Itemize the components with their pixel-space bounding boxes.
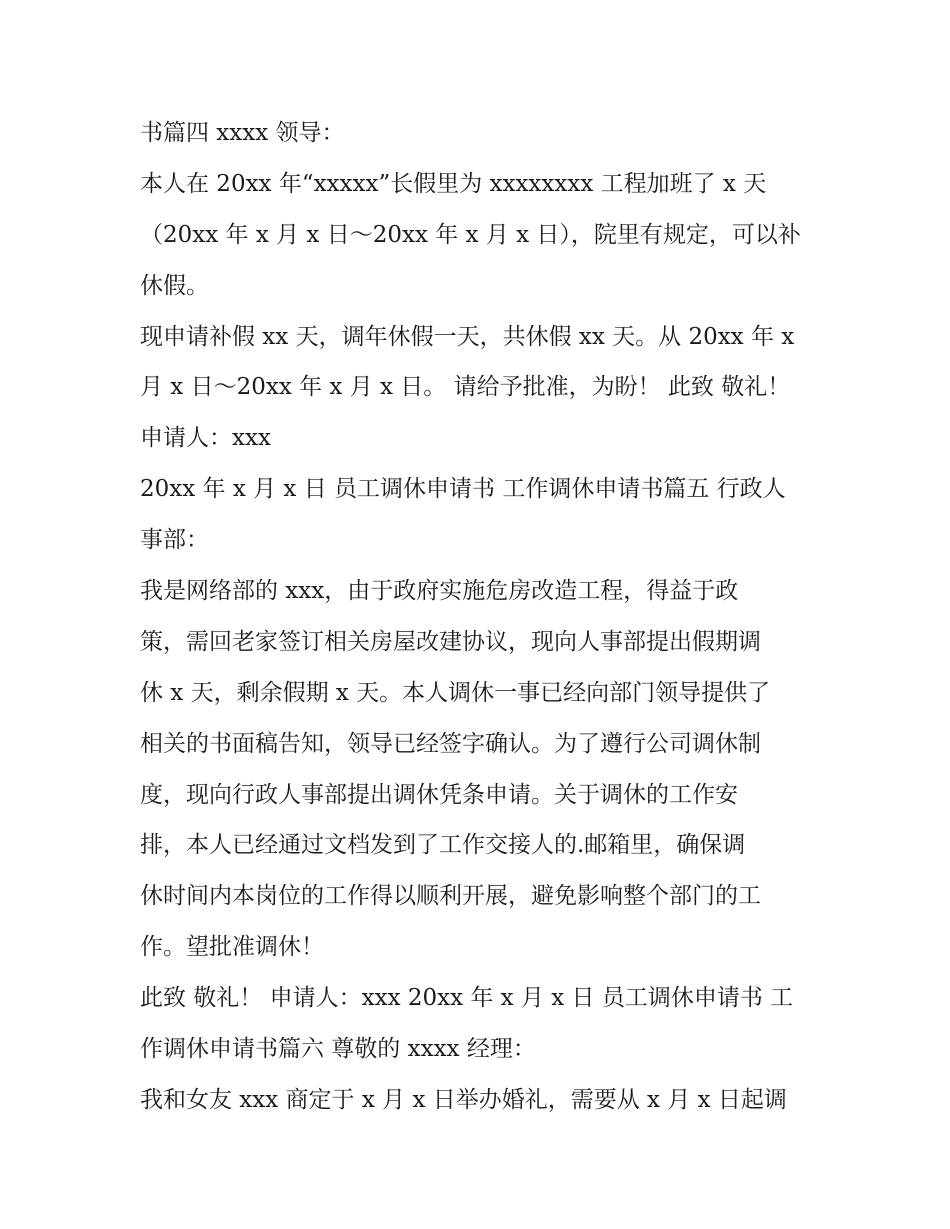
text-line: 月 x 日～20xx 年 x 月 x 日。 请给予批准，为盼！ 此致 敬礼！ [140,374,791,401]
text-line: 策，需回老家签订相关房屋改建协议，现向人事部提出假期调 [140,628,761,655]
text-line: 申请人：xxx [140,425,271,452]
text-line: 休 x 天，剩余假期 x 天。本人调休一事已经向部门领导提供了 [140,679,771,706]
text-line: 本人在 20xx 年“xxxxx”长假里为 xxxxxxxx 工程加班了 x 天 [140,170,767,197]
document-body [140,108,820,1126]
text-line: 事部： [140,527,209,554]
text-line: 此致 敬礼！ 申请人：xxx 20xx 年 x 月 x 日 员工调休申请书 工 [140,985,794,1012]
text-line: 现申请补假 xx 天，调年休假一天，共休假 xx 天。从 20xx 年 x [140,323,795,350]
text-line: 度，现向行政人事部提出调休凭条申请。关于调休的工作安 [140,781,738,808]
text-line: 20xx 年 x 月 x 日 员工调休申请书 工作调休申请书篇五 行政人 [140,476,786,503]
text-line: 我是网络部的 xxx，由于政府实施危房改造工程，得益于政 [140,578,739,605]
text-line: 休时间内本岗位的工作得以顺利开展，避免影响整个部门的工 [140,883,761,910]
text-line: 书篇四 xxxx 领导： [140,120,345,146]
text-line: 我和女友 xxx 商定于 x 月 x 日举办婚礼，需要从 x 月 x 日起调 [140,1086,787,1113]
text-line: （20xx 年 x 月 x 日～20xx 年 x 月 x 日），院里有规定，可以补 [140,221,801,248]
text-line: 作调休申请书篇六 尊敬的 xxxx 经理： [140,1036,536,1063]
text-line: 休假。 [140,272,209,299]
text-line: 排，本人已经通过文档发到了工作交接人的.邮箱里，确保调 [140,832,746,859]
text-line: 相关的书面稿告知，领导已经签字确认。为了遵行公司调休制 [140,730,761,757]
text-line: 作。望批准调休！ [140,934,324,961]
